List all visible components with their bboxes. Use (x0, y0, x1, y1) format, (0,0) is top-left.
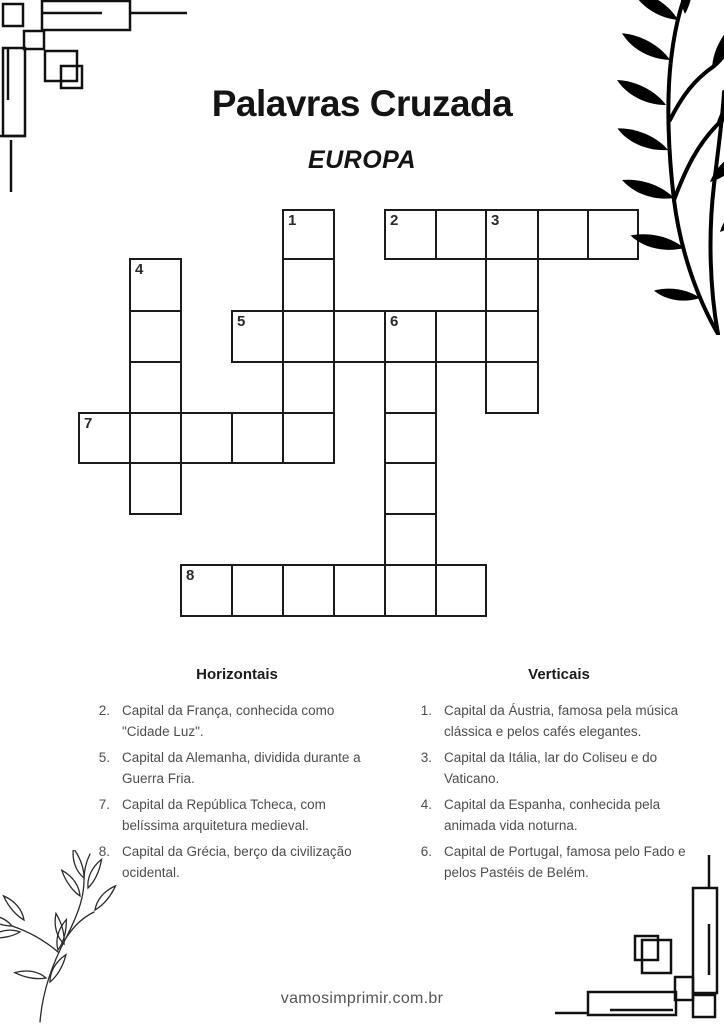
clue-number: 2. (98, 703, 110, 718)
clue-text: Capital da Grécia, berço da civilização ocidental. (122, 844, 352, 880)
crossword-cell (384, 564, 437, 617)
crossword-cell (282, 209, 335, 260)
clue-number: 8. (98, 844, 110, 859)
crossword-cell (282, 564, 335, 617)
crossword-cell (384, 412, 437, 464)
clue-item (96, 700, 378, 742)
crossword-cell (129, 310, 182, 363)
crossword-cell (485, 310, 539, 363)
crossword-cell (231, 412, 284, 464)
clue-item (418, 747, 700, 789)
crossword-cell (282, 310, 335, 363)
crossword-cell (384, 310, 437, 363)
crossword-cell (384, 513, 437, 566)
crossword-cell (435, 209, 487, 260)
clue-number: 1. (420, 703, 432, 718)
cell-number: 8 (186, 567, 195, 584)
cell-number: 7 (84, 415, 93, 432)
crossword-cell (129, 412, 182, 464)
crossword-cell (282, 412, 335, 464)
cell-number: 6 (390, 313, 399, 330)
cell-number: 4 (135, 261, 144, 278)
crossword-cell (231, 564, 284, 617)
clue-item (418, 794, 700, 836)
crossword-cell (435, 310, 487, 363)
clue-text: Capital da Alemanha, dividida durante a Guerra Fria. (122, 750, 361, 786)
crossword-cell (435, 564, 487, 617)
crossword-cell (129, 462, 182, 515)
crossword-cell (485, 209, 539, 260)
crossword-cell (333, 564, 386, 617)
clue-number: 3. (420, 750, 432, 765)
down-clue-list (418, 700, 700, 883)
down-clues-column (418, 666, 700, 888)
crossword-cell (282, 361, 335, 414)
clue-text: Capital da República Tcheca, com belíssima arquitetura medieval. (122, 797, 326, 833)
clue-number: 7. (98, 797, 110, 812)
cell-number: 2 (390, 212, 399, 229)
crossword-cell (485, 258, 539, 312)
crossword-cell (180, 564, 233, 617)
clue-text: Capital de Portugal, famosa pelo Fado e pelos Pastéis de Belém. (444, 844, 686, 880)
crossword-cell (282, 258, 335, 312)
crossword-cell (384, 462, 437, 515)
cell-number: 1 (288, 212, 297, 229)
across-clues-column (96, 666, 378, 888)
clue-number: 6. (420, 844, 432, 859)
page-title: Palavras Cruzada (211, 82, 513, 124)
clue-item (96, 841, 378, 883)
clue-item (418, 841, 700, 883)
cell-number: 3 (491, 212, 500, 229)
website-footer: vamosimprimir.com.br (280, 990, 444, 1007)
crossword-cell (485, 361, 539, 414)
crossword-cell (384, 209, 437, 260)
clue-text: Capital da Áustria, famosa pela música clássica e pelos cafés elegantes. (444, 703, 679, 739)
clue-text: Capital da Espanha, conhecida pela animada vida noturna. (444, 797, 661, 833)
crossword-cell (333, 310, 386, 363)
crossword-cell (384, 361, 437, 414)
clue-text: Capital da Itália, lar do Coliseu e do Vaticano. (444, 750, 658, 786)
clue-item (418, 700, 700, 742)
crossword-cell (129, 258, 182, 312)
crossword-cell (537, 209, 589, 260)
cell-number: 5 (237, 313, 246, 330)
crossword-cell (231, 310, 284, 363)
crossword-cell (129, 361, 182, 414)
clue-number: 5. (98, 750, 110, 765)
crossword-cell (180, 412, 233, 464)
clue-item (96, 747, 378, 789)
crossword-cell (78, 412, 131, 464)
clue-text: Capital da França, conhecida como "Cidade Luz". (122, 703, 335, 739)
clue-item (96, 794, 378, 836)
down-clues-title: Verticais (528, 666, 590, 683)
page-subtitle: EUROPA (307, 145, 417, 174)
clue-number: 4. (420, 797, 432, 812)
across-clues-title: Horizontais (196, 666, 278, 683)
across-clue-list (96, 700, 378, 883)
crossword-cell (587, 209, 639, 260)
